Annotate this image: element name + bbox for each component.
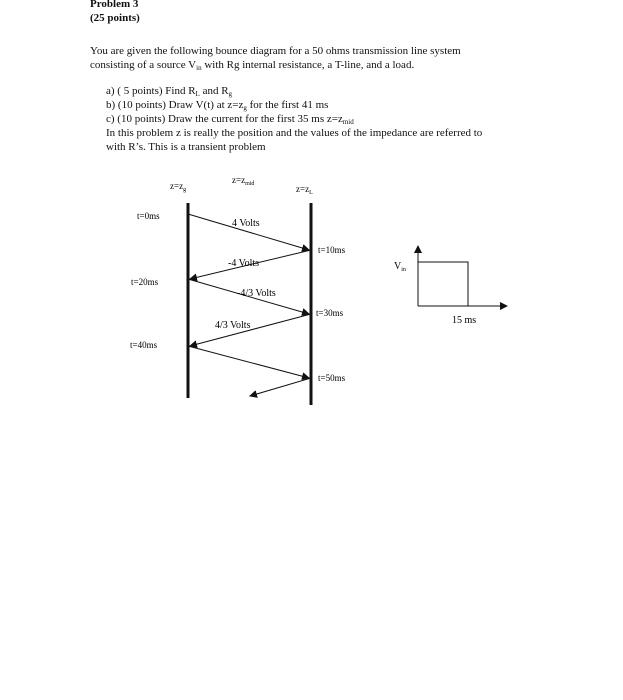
- intro-line-2-b: with Rg internal resistance, a T-line, and a load.: [201, 59, 415, 71]
- part-b-suffix: for the first 41 ms: [246, 99, 329, 111]
- wave-3-label: -4/3 Volts: [237, 288, 276, 299]
- wave-1-label: 4 Volts: [232, 218, 260, 229]
- pulse-waveform: [418, 262, 468, 306]
- intro-line-1: You are given the following bounce diagram for a 50 ohms transmission line system: [90, 45, 461, 57]
- part-b-sub: g: [243, 104, 247, 112]
- time-40ms: t=40ms: [130, 340, 158, 350]
- part-b-text: b) (10 points) Draw V(t) at z=z: [106, 99, 244, 111]
- part-a-text: a) ( 5 points) Find R: [106, 85, 196, 97]
- time-0ms: t=0ms: [137, 211, 160, 221]
- part-c-text: c) (10 points) Draw the current for the first 35 ms z=z: [106, 113, 343, 125]
- time-20ms: t=20ms: [131, 277, 159, 287]
- pulse-ylabel: $V_{in}$: [394, 261, 406, 273]
- time-50ms: t=50ms: [318, 373, 346, 383]
- problem-points: (25 points): [90, 12, 140, 24]
- part-c-sub: mid: [342, 118, 354, 126]
- label-z-l: $z=z_L$: [296, 184, 313, 196]
- time-10ms: t=10ms: [318, 245, 346, 255]
- wave-5-line: [188, 346, 309, 378]
- intro-line-2-sub: in: [196, 64, 202, 72]
- wave-2-label: -4 Volts: [228, 258, 260, 269]
- intro-line-2-a: consisting of a source V: [90, 59, 197, 71]
- wave-4-label: 4/3 Volts: [215, 320, 251, 331]
- problem-title: Problem 3: [90, 0, 139, 10]
- wave-4-line: [190, 314, 311, 346]
- time-30ms: t=30ms: [316, 308, 344, 318]
- label-z-g: $z=z_g$: [170, 181, 187, 193]
- note-line-1: In this problem z is really the position and the values of the impedance are referred to: [106, 127, 483, 139]
- part-a-mid: and R: [199, 85, 229, 97]
- note-line-2: with R’s. This is a transient problem: [106, 141, 266, 153]
- label-z-mid: $z=z_{mid}$: [232, 175, 255, 187]
- pulse-width-label: 15 ms: [452, 315, 477, 326]
- wave-6-line: [250, 378, 311, 396]
- part-a-sub-l: L: [195, 90, 200, 98]
- part-a-sub-g: g: [228, 90, 233, 98]
